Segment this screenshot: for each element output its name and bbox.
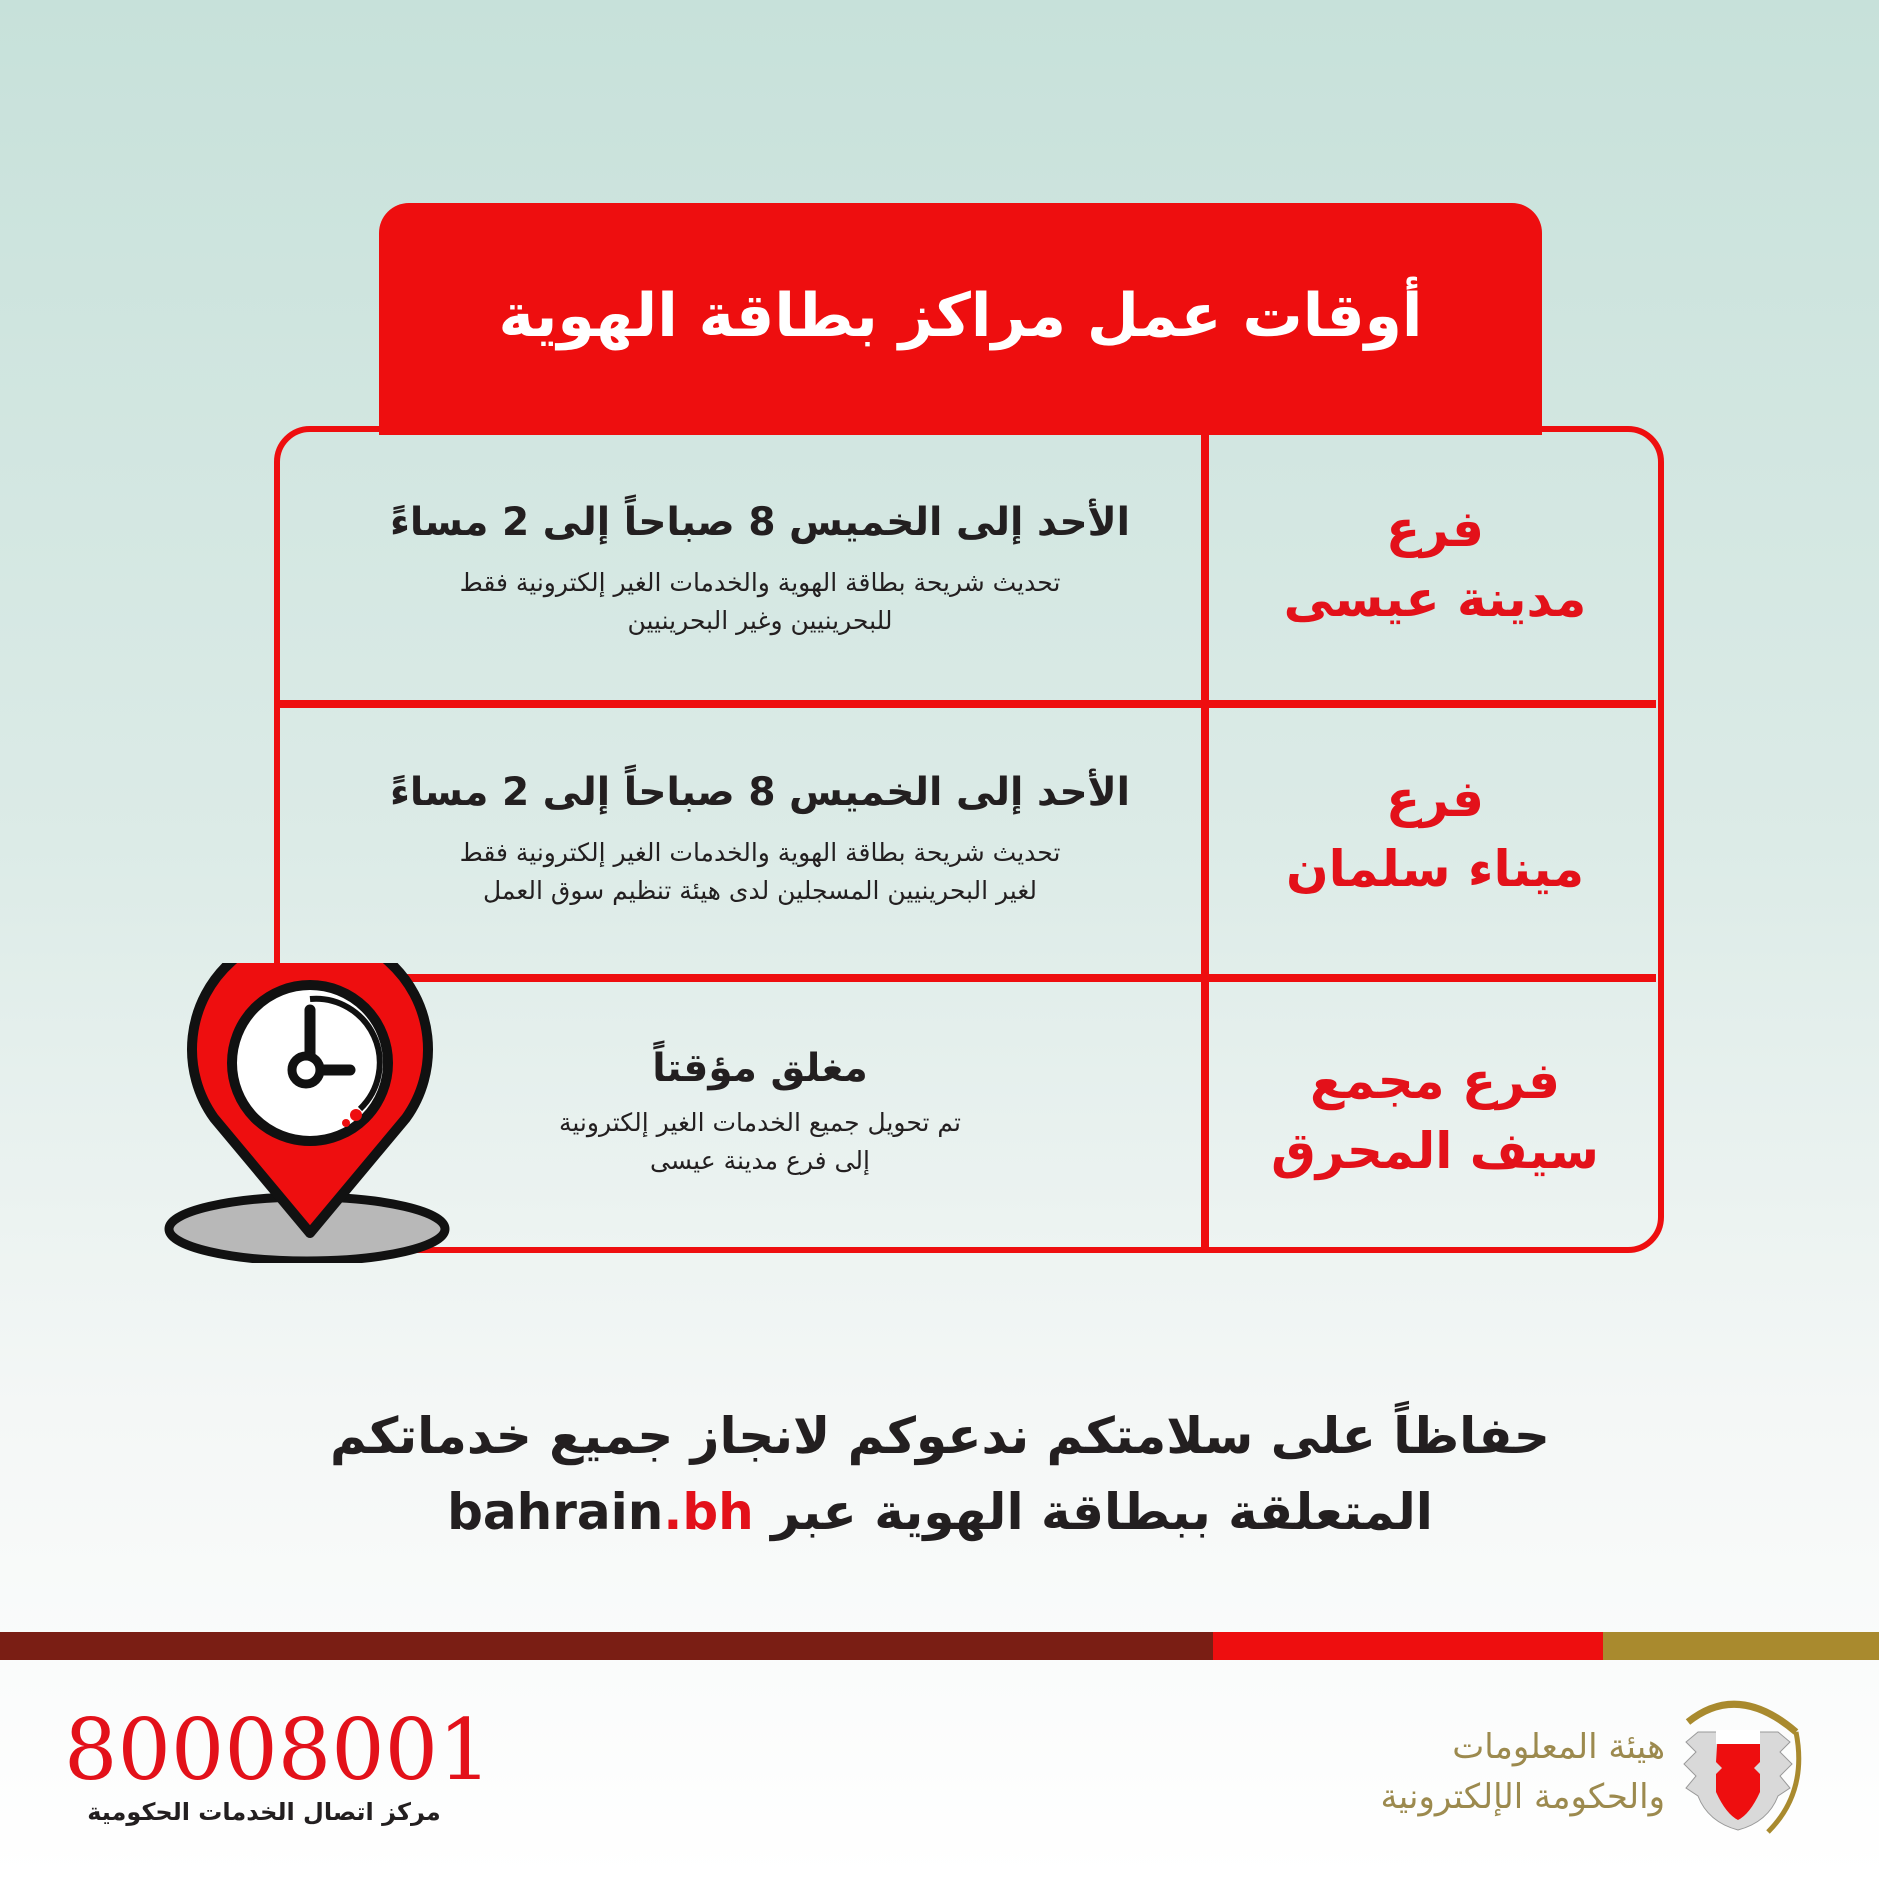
stripe-red bbox=[1213, 1632, 1603, 1660]
stripe-dark-red bbox=[0, 1632, 1213, 1660]
website-link[interactable]: bahrain.bh bbox=[447, 1483, 754, 1541]
branch-hours-mina-salman bbox=[330, 766, 1190, 910]
branch-name-mina-salman: فرع ميناء سلمان bbox=[1285, 770, 1585, 898]
bahrain-emblem-icon bbox=[1668, 1692, 1808, 1842]
hotline-number[interactable]: 80008001 bbox=[64, 1701, 492, 1799]
table-divider-1 bbox=[276, 700, 1656, 708]
location-clock-pin-icon bbox=[160, 963, 460, 1263]
table-column-divider bbox=[1201, 432, 1209, 1247]
agency-name: هيئة المعلومات والحكومة الإلكترونية bbox=[1380, 1727, 1665, 1817]
hours-description: تم تحويل جميع الخدمات الغير إلكترونية إلى فرع مدينة عيسى bbox=[558, 1108, 961, 1175]
branch-name-isa-town: فرع مدينة عيسى bbox=[1283, 500, 1587, 628]
hours-text: مغلق مؤقتاً bbox=[652, 1046, 868, 1091]
hours-description: تحديث شريحة بطاقة الهوية والخدمات الغير إلكترونية فقط لغير البحرينيين المسجلين لدى هيئة تنظيم سوق العمل bbox=[459, 838, 1061, 905]
hours-text: الأحد إلى الخميس 8 صباحاً إلى 2 مساءً bbox=[389, 770, 1131, 815]
table-divider-2 bbox=[276, 974, 1656, 982]
branch-name-seef-muharraq: فرع مجمع سيف المحرق bbox=[1271, 1052, 1599, 1180]
hotline-label: مركز اتصال الخدمات الحكومية bbox=[87, 1798, 441, 1826]
safety-message: حفاظاً على سلامتكم ندعوكم لانجاز جميع خدماتكم المتعلقة ببطاقة الهوية عبر bahrain.bh bbox=[200, 1398, 1680, 1550]
hours-text: الأحد إلى الخميس 8 صباحاً إلى 2 مساءً bbox=[389, 500, 1131, 545]
page-title: أوقات عمل مراكز بطاقة الهوية bbox=[498, 281, 1423, 351]
stripe-gold bbox=[1603, 1632, 1879, 1660]
title-banner bbox=[379, 203, 1542, 435]
hours-description: تحديث شريحة بطاقة الهوية والخدمات الغير إلكترونية فقط للبحرينيين وغير البحرينيين bbox=[459, 568, 1061, 635]
branch-hours-isa-town bbox=[330, 496, 1190, 640]
